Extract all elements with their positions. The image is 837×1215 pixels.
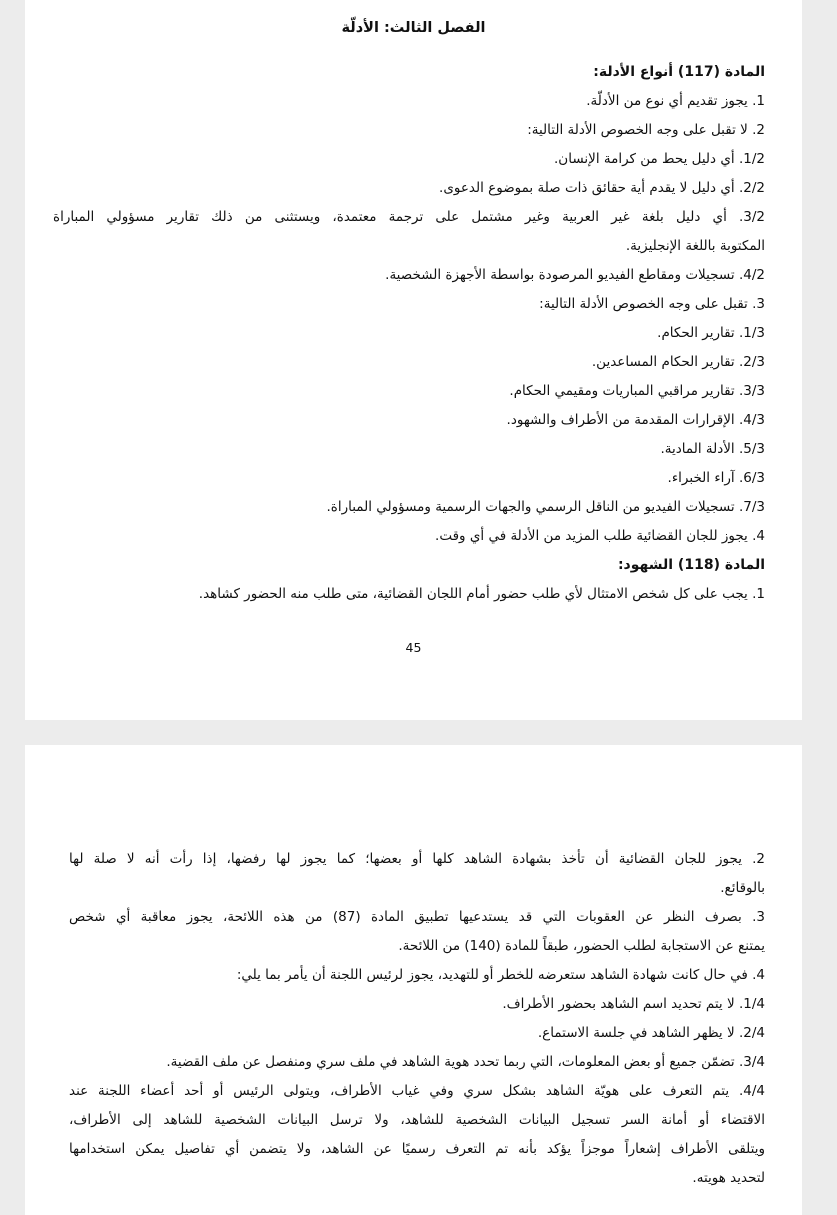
text-line: 3/4. تضمّن جميع أو بعض المعلومات، التي ربما تحدد هوية الشاهد في ملف سري ومنفصل عن ملف القضية.	[166, 1054, 765, 1070]
page-number: 45	[405, 640, 422, 655]
article-heading: المادة (118) الشهود:	[617, 557, 765, 573]
text-line: بالوقائع.	[720, 880, 765, 896]
text-line: 6/3. آراء الخبراء.	[667, 470, 765, 486]
text-line: 2/3. تقارير الحكام المساعدين.	[591, 354, 765, 370]
text-line: 4/2. تسجيلات ومقاطع الفيديو المرصودة بواسطة الأجهزة الشخصية.	[385, 267, 765, 283]
chapter-title: الفصل الثالث: الأدلّة	[341, 20, 486, 36]
text-line: يمتنع عن الاستجابة لطلب الحضور، طبقاً للمادة (140) من اللائحة.	[398, 938, 765, 954]
text-line: 2. لا تقبل على وجه الخصوص الأدلة التالية:	[527, 122, 765, 138]
text-line: 4/3. الإقرارات المقدمة من الأطراف والشهود.	[506, 412, 765, 428]
document-page-46	[25, 745, 802, 1215]
text-line: 1/3. تقارير الحكام.	[657, 325, 765, 341]
text-line: 3. بصرف النظر عن العقوبات التي قد يستدعيها تطبيق المادة (87) من هذه اللائحة، يجوز معاقبة أي شخص	[69, 909, 765, 925]
text-line: لتحديد هويته.	[692, 1170, 765, 1186]
text-line: 4. يجوز للجان القضائية طلب المزيد من الأدلة في أي وقت.	[435, 528, 765, 544]
text-line: 1/4. لا يتم تحديد اسم الشاهد بحضور الأطراف.	[502, 996, 765, 1012]
text-line: 2/2. أي دليل لا يقدم أية حقائق ذات صلة بموضوع الدعوى.	[439, 180, 765, 196]
text-line: 7/3. تسجيلات الفيديو من الناقل الرسمي والجهات الرسمية ومسؤولي المباراة.	[326, 499, 765, 515]
text-line: 1. يجوز تقديم أي نوع من الأدلّة.	[586, 93, 765, 109]
document-page-45	[25, 0, 802, 720]
text-line: 1/2. أي دليل يحط من كرامة الإنسان.	[554, 151, 765, 167]
text-line: 3/2. أي دليل بلغة غير العربية وغير مشتمل على ترجمة معتمدة، ويستثنى من ذلك تقارير مسؤولي المباراة	[53, 209, 765, 225]
article-heading: المادة (117) أنواع الأدلة:	[593, 64, 765, 80]
text-line: 4. في حال كانت شهادة الشاهد ستعرضه للخطر أو للتهديد، يجوز لرئيس اللجنة أن يأمر بما يلي:	[236, 967, 765, 983]
text-line: الاقتضاء أو أمانة السر تسجيل البيانات الشخصية للشاهد، ولا ترسل البيانات الشخصية للشاهد إلى الأطراف،	[69, 1112, 765, 1128]
page-45-text-body	[53, 58, 765, 609]
text-line: المكتوبة باللغة الإنجليزية.	[625, 238, 765, 254]
page-46-text-body	[69, 845, 765, 1193]
text-line: 5/3. الأدلة المادية.	[660, 441, 765, 457]
text-line: 1. يجب على كل شخص الامتثال لأي طلب حضور أمام اللجان القضائية، متى طلب منه الحضور كشاهد.	[198, 586, 765, 602]
text-line: ويتلقى الأطراف إشعاراً موجزاً يؤكد بأنه تم التعرف رسميًا عن الشاهد، ولا يتضمن أي تفاصيل يمكن استخدامها	[69, 1141, 765, 1157]
text-line: 2. يجوز للجان القضائية أن تأخذ بشهادة الشاهد كلها أو بعضها؛ كما يجوز لها رفضها، إذا رأت أنه لا صلة لها	[69, 851, 765, 867]
text-line: 3. تقبل على وجه الخصوص الأدلة التالية:	[539, 296, 765, 312]
text-line: 2/4. لا يظهر الشاهد في جلسة الاستماع.	[537, 1025, 765, 1041]
text-line: 4/4. يتم التعرف على هويّة الشاهد بشكل سري وفي غياب الأطراف، ويتولى الرئيس أو أحد أعضاء اللجنة عند	[69, 1083, 765, 1099]
text-line: 3/3. تقارير مراقبي المباريات ومقيمي الحكام.	[509, 383, 765, 399]
